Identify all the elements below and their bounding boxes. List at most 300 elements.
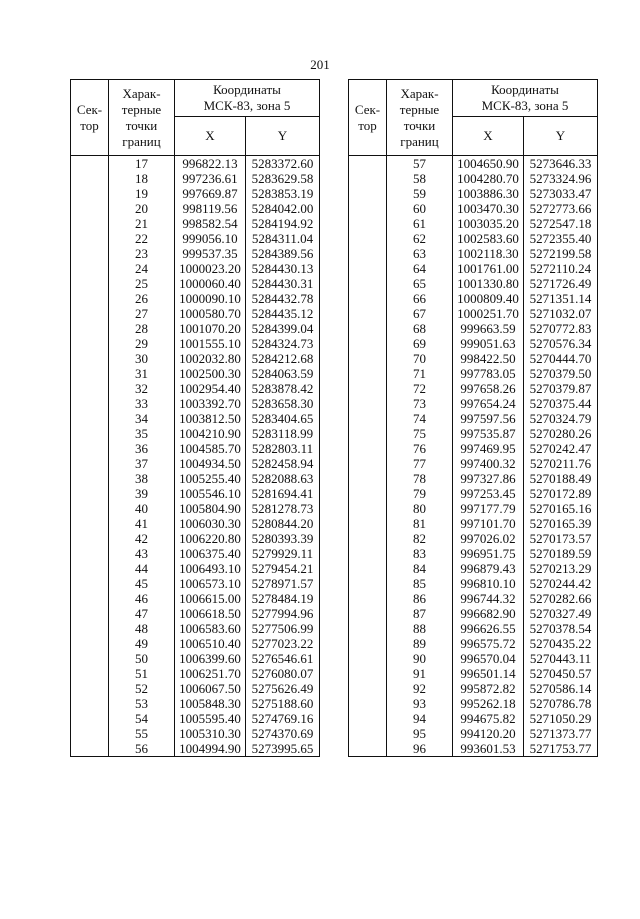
left-table-body — [71, 156, 320, 757]
point-number-cell: 88 — [387, 621, 453, 636]
y-coordinate-cell: 5271373.77 — [524, 726, 598, 741]
header-y: Y — [524, 117, 598, 156]
point-number-cell: 91 — [387, 666, 453, 681]
y-coordinate-cell: 5284435.12 — [246, 306, 320, 321]
y-coordinate-cell: 5281278.73 — [246, 501, 320, 516]
point-number-cell: 19 — [109, 186, 175, 201]
table-row — [349, 636, 598, 651]
table-row — [349, 696, 598, 711]
table-row — [349, 321, 598, 336]
sector-cell — [71, 186, 109, 201]
y-coordinate-cell: 5282803.11 — [246, 441, 320, 456]
x-coordinate-cell: 1005848.30 — [175, 696, 246, 711]
table-row — [349, 426, 598, 441]
y-coordinate-cell: 5284042.00 — [246, 201, 320, 216]
y-coordinate-cell: 5278484.19 — [246, 591, 320, 606]
table-row — [71, 741, 320, 757]
x-coordinate-cell: 1004210.90 — [175, 426, 246, 441]
point-number-cell: 37 — [109, 456, 175, 471]
table-row — [349, 516, 598, 531]
y-coordinate-cell: 5284324.73 — [246, 336, 320, 351]
x-coordinate-cell: 994675.82 — [453, 711, 524, 726]
y-coordinate-cell: 5283853.19 — [246, 186, 320, 201]
point-number-cell: 58 — [387, 171, 453, 186]
y-coordinate-cell: 5279929.11 — [246, 546, 320, 561]
table-row — [71, 351, 320, 366]
x-coordinate-cell: 996575.72 — [453, 636, 524, 651]
point-number-cell: 18 — [109, 171, 175, 186]
table-row — [71, 291, 320, 306]
x-coordinate-cell: 1000023.20 — [175, 261, 246, 276]
x-coordinate-cell: 1005546.10 — [175, 486, 246, 501]
x-coordinate-cell: 1006615.00 — [175, 591, 246, 606]
y-coordinate-cell: 5270324.79 — [524, 411, 598, 426]
table-row — [71, 201, 320, 216]
sector-cell — [349, 366, 387, 381]
table-row — [349, 366, 598, 381]
y-coordinate-cell: 5270327.49 — [524, 606, 598, 621]
sector-cell — [349, 591, 387, 606]
coordinates-table-right — [348, 79, 598, 757]
table-row — [71, 456, 320, 471]
sector-cell — [349, 576, 387, 591]
x-coordinate-cell: 999051.63 — [453, 336, 524, 351]
point-number-cell: 27 — [109, 306, 175, 321]
x-coordinate-cell: 995872.82 — [453, 681, 524, 696]
y-coordinate-cell: 5280844.20 — [246, 516, 320, 531]
sector-cell — [349, 561, 387, 576]
sector-cell — [71, 411, 109, 426]
point-number-cell: 29 — [109, 336, 175, 351]
header-y: Y — [246, 117, 320, 156]
x-coordinate-cell: 1003035.20 — [453, 216, 524, 231]
sector-cell — [71, 501, 109, 516]
y-coordinate-cell: 5270244.42 — [524, 576, 598, 591]
point-number-cell: 61 — [387, 216, 453, 231]
x-coordinate-cell: 994120.20 — [453, 726, 524, 741]
sector-cell — [349, 501, 387, 516]
table-row — [71, 306, 320, 321]
sector-cell — [349, 621, 387, 636]
sector-cell — [71, 576, 109, 591]
table-row — [71, 411, 320, 426]
y-coordinate-cell: 5279454.21 — [246, 561, 320, 576]
table-row — [349, 546, 598, 561]
sector-cell — [349, 531, 387, 546]
y-coordinate-cell: 5271753.77 — [524, 741, 598, 757]
table-row — [71, 276, 320, 291]
x-coordinate-cell: 1006067.50 — [175, 681, 246, 696]
x-coordinate-cell: 1004585.70 — [175, 441, 246, 456]
point-number-cell: 49 — [109, 636, 175, 651]
header-coordinates: Координаты МСК-83, зона 5 — [175, 80, 320, 117]
y-coordinate-cell: 5270772.83 — [524, 321, 598, 336]
x-coordinate-cell: 1003470.30 — [453, 201, 524, 216]
y-coordinate-cell: 5284063.59 — [246, 366, 320, 381]
y-coordinate-cell: 5270188.49 — [524, 471, 598, 486]
point-number-cell: 36 — [109, 441, 175, 456]
y-coordinate-cell: 5284430.13 — [246, 261, 320, 276]
y-coordinate-cell: 5283629.58 — [246, 171, 320, 186]
point-number-cell: 71 — [387, 366, 453, 381]
x-coordinate-cell: 1005595.40 — [175, 711, 246, 726]
y-coordinate-cell: 5276546.61 — [246, 651, 320, 666]
y-coordinate-cell: 5272547.18 — [524, 216, 598, 231]
sector-cell — [71, 711, 109, 726]
table-row — [349, 231, 598, 246]
x-coordinate-cell: 996626.55 — [453, 621, 524, 636]
point-number-cell: 94 — [387, 711, 453, 726]
y-coordinate-cell: 5272355.40 — [524, 231, 598, 246]
y-coordinate-cell: 5270282.66 — [524, 591, 598, 606]
y-coordinate-cell: 5270280.26 — [524, 426, 598, 441]
x-coordinate-cell: 997597.56 — [453, 411, 524, 426]
table-row — [349, 591, 598, 606]
x-coordinate-cell: 1000809.40 — [453, 291, 524, 306]
point-number-cell: 34 — [109, 411, 175, 426]
point-number-cell: 42 — [109, 531, 175, 546]
y-coordinate-cell: 5277506.99 — [246, 621, 320, 636]
y-coordinate-cell: 5270586.14 — [524, 681, 598, 696]
x-coordinate-cell: 1006399.60 — [175, 651, 246, 666]
point-number-cell: 25 — [109, 276, 175, 291]
coordinates-table-left — [70, 79, 320, 757]
sector-cell — [349, 441, 387, 456]
x-coordinate-cell: 1006510.40 — [175, 636, 246, 651]
y-coordinate-cell: 5281694.41 — [246, 486, 320, 501]
table-row — [71, 336, 320, 351]
table-row — [71, 501, 320, 516]
sector-cell — [71, 171, 109, 186]
table-row — [349, 351, 598, 366]
sector-cell — [71, 306, 109, 321]
point-number-cell: 80 — [387, 501, 453, 516]
table-row — [71, 171, 320, 186]
y-coordinate-cell: 5284432.78 — [246, 291, 320, 306]
sector-cell — [349, 276, 387, 291]
sector-cell — [349, 321, 387, 336]
y-coordinate-cell: 5271726.49 — [524, 276, 598, 291]
table-row — [71, 591, 320, 606]
point-number-cell: 40 — [109, 501, 175, 516]
x-coordinate-cell: 1005255.40 — [175, 471, 246, 486]
x-coordinate-cell: 997026.02 — [453, 531, 524, 546]
table-row — [71, 516, 320, 531]
sector-cell — [349, 351, 387, 366]
sector-cell — [349, 651, 387, 666]
table-row — [349, 411, 598, 426]
x-coordinate-cell: 1000090.10 — [175, 291, 246, 306]
point-number-cell: 66 — [387, 291, 453, 306]
y-coordinate-cell: 5270379.50 — [524, 366, 598, 381]
point-number-cell: 33 — [109, 396, 175, 411]
y-coordinate-cell: 5274370.69 — [246, 726, 320, 741]
point-number-cell: 78 — [387, 471, 453, 486]
right-table-body — [349, 156, 598, 757]
sector-cell — [71, 441, 109, 456]
x-coordinate-cell: 1004650.90 — [453, 156, 524, 172]
y-coordinate-cell: 5274769.16 — [246, 711, 320, 726]
y-coordinate-cell: 5283658.30 — [246, 396, 320, 411]
table-row — [71, 321, 320, 336]
point-number-cell: 23 — [109, 246, 175, 261]
sector-cell — [71, 156, 109, 172]
y-coordinate-cell: 5270435.22 — [524, 636, 598, 651]
x-coordinate-cell: 995262.18 — [453, 696, 524, 711]
y-coordinate-cell: 5283118.99 — [246, 426, 320, 441]
sector-cell — [349, 201, 387, 216]
table-row — [349, 156, 598, 172]
point-number-cell: 51 — [109, 666, 175, 681]
sector-cell — [349, 711, 387, 726]
y-coordinate-cell: 5270242.47 — [524, 441, 598, 456]
sector-cell — [349, 741, 387, 757]
y-coordinate-cell: 5277994.96 — [246, 606, 320, 621]
sector-cell — [349, 666, 387, 681]
sector-cell — [349, 726, 387, 741]
table-row — [71, 651, 320, 666]
sector-cell — [71, 246, 109, 261]
point-number-cell: 21 — [109, 216, 175, 231]
table-row — [71, 156, 320, 172]
point-number-cell: 26 — [109, 291, 175, 306]
point-number-cell: 53 — [109, 696, 175, 711]
sector-cell — [71, 291, 109, 306]
point-number-cell: 31 — [109, 366, 175, 381]
sector-cell — [349, 456, 387, 471]
y-coordinate-cell: 5270576.34 — [524, 336, 598, 351]
point-number-cell: 60 — [387, 201, 453, 216]
x-coordinate-cell: 1001330.80 — [453, 276, 524, 291]
sector-cell — [71, 426, 109, 441]
y-coordinate-cell: 5271032.07 — [524, 306, 598, 321]
x-coordinate-cell: 1002500.30 — [175, 366, 246, 381]
sector-cell — [71, 456, 109, 471]
y-coordinate-cell: 5282458.94 — [246, 456, 320, 471]
sector-cell — [71, 726, 109, 741]
header-sector: Сек- тор — [349, 80, 387, 156]
x-coordinate-cell: 1003812.50 — [175, 411, 246, 426]
sector-cell — [71, 381, 109, 396]
table-row — [349, 576, 598, 591]
y-coordinate-cell: 5273033.47 — [524, 186, 598, 201]
x-coordinate-cell: 1000251.70 — [453, 306, 524, 321]
table-row — [71, 726, 320, 741]
point-number-cell: 81 — [387, 516, 453, 531]
point-number-cell: 92 — [387, 681, 453, 696]
header-coordinates: Координаты МСК-83, зона 5 — [453, 80, 598, 117]
point-number-cell: 64 — [387, 261, 453, 276]
point-number-cell: 83 — [387, 546, 453, 561]
sector-cell — [71, 201, 109, 216]
y-coordinate-cell: 5272110.24 — [524, 261, 598, 276]
sector-cell — [349, 261, 387, 276]
point-number-cell: 79 — [387, 486, 453, 501]
x-coordinate-cell: 1006618.50 — [175, 606, 246, 621]
x-coordinate-cell: 1001761.00 — [453, 261, 524, 276]
x-coordinate-cell: 996570.04 — [453, 651, 524, 666]
y-coordinate-cell: 5283372.60 — [246, 156, 320, 172]
y-coordinate-cell: 5270379.87 — [524, 381, 598, 396]
point-number-cell: 75 — [387, 426, 453, 441]
header-sector: Сек- тор — [71, 80, 109, 156]
sector-cell — [71, 636, 109, 651]
sector-cell — [71, 621, 109, 636]
table-row — [349, 651, 598, 666]
sector-cell — [349, 396, 387, 411]
point-number-cell: 69 — [387, 336, 453, 351]
point-number-cell: 96 — [387, 741, 453, 757]
y-coordinate-cell: 5278971.57 — [246, 576, 320, 591]
table-row — [71, 561, 320, 576]
sector-cell — [71, 741, 109, 757]
y-coordinate-cell: 5270450.57 — [524, 666, 598, 681]
point-number-cell: 28 — [109, 321, 175, 336]
table-row — [349, 276, 598, 291]
sector-cell — [71, 321, 109, 336]
table-row — [71, 366, 320, 381]
header-x: X — [175, 117, 246, 156]
point-number-cell: 87 — [387, 606, 453, 621]
point-number-cell: 48 — [109, 621, 175, 636]
y-coordinate-cell: 5270375.44 — [524, 396, 598, 411]
table-row — [349, 606, 598, 621]
y-coordinate-cell: 5270189.59 — [524, 546, 598, 561]
page-number: 201 — [310, 57, 330, 72]
point-number-cell: 95 — [387, 726, 453, 741]
table-row — [71, 216, 320, 231]
y-coordinate-cell: 5282088.63 — [246, 471, 320, 486]
x-coordinate-cell: 997177.79 — [453, 501, 524, 516]
y-coordinate-cell: 5284311.04 — [246, 231, 320, 246]
y-coordinate-cell: 5270443.11 — [524, 651, 598, 666]
x-coordinate-cell: 998582.54 — [175, 216, 246, 231]
table-row — [71, 261, 320, 276]
x-coordinate-cell: 1006375.40 — [175, 546, 246, 561]
point-number-cell: 59 — [387, 186, 453, 201]
y-coordinate-cell: 5284194.92 — [246, 216, 320, 231]
y-coordinate-cell: 5270444.70 — [524, 351, 598, 366]
sector-cell — [71, 471, 109, 486]
table-row — [71, 696, 320, 711]
point-number-cell: 22 — [109, 231, 175, 246]
sector-cell — [349, 156, 387, 172]
table-row — [349, 261, 598, 276]
table-row — [71, 711, 320, 726]
point-number-cell: 74 — [387, 411, 453, 426]
table-row — [71, 471, 320, 486]
x-coordinate-cell: 1002583.60 — [453, 231, 524, 246]
point-number-cell: 93 — [387, 696, 453, 711]
sector-cell — [349, 606, 387, 621]
y-coordinate-cell: 5273995.65 — [246, 741, 320, 757]
y-coordinate-cell: 5284430.31 — [246, 276, 320, 291]
x-coordinate-cell: 997669.87 — [175, 186, 246, 201]
x-coordinate-cell: 1006493.10 — [175, 561, 246, 576]
table-row — [71, 621, 320, 636]
point-number-cell: 54 — [109, 711, 175, 726]
x-coordinate-cell: 997400.32 — [453, 456, 524, 471]
x-coordinate-cell: 996879.43 — [453, 561, 524, 576]
sector-cell — [71, 591, 109, 606]
x-coordinate-cell: 1006583.60 — [175, 621, 246, 636]
x-coordinate-cell: 1001070.20 — [175, 321, 246, 336]
y-coordinate-cell: 5275188.60 — [246, 696, 320, 711]
y-coordinate-cell: 5280393.39 — [246, 531, 320, 546]
x-coordinate-cell: 1006030.30 — [175, 516, 246, 531]
y-coordinate-cell: 5270213.29 — [524, 561, 598, 576]
y-coordinate-cell: 5270173.57 — [524, 531, 598, 546]
table-row — [349, 291, 598, 306]
point-number-cell: 67 — [387, 306, 453, 321]
point-number-cell: 24 — [109, 261, 175, 276]
header-x: X — [453, 117, 524, 156]
x-coordinate-cell: 996501.14 — [453, 666, 524, 681]
sector-cell — [349, 306, 387, 321]
point-number-cell: 90 — [387, 651, 453, 666]
table-row — [71, 381, 320, 396]
sector-cell — [349, 216, 387, 231]
sector-cell — [71, 666, 109, 681]
sector-cell — [349, 696, 387, 711]
table-row — [71, 606, 320, 621]
point-number-cell: 20 — [109, 201, 175, 216]
x-coordinate-cell: 999537.35 — [175, 246, 246, 261]
sector-cell — [71, 651, 109, 666]
x-coordinate-cell: 996744.32 — [453, 591, 524, 606]
sector-cell — [349, 231, 387, 246]
x-coordinate-cell: 999056.10 — [175, 231, 246, 246]
x-coordinate-cell: 996951.75 — [453, 546, 524, 561]
point-number-cell: 44 — [109, 561, 175, 576]
table-row — [349, 741, 598, 757]
y-coordinate-cell: 5284389.56 — [246, 246, 320, 261]
sector-cell — [71, 366, 109, 381]
y-coordinate-cell: 5270786.78 — [524, 696, 598, 711]
y-coordinate-cell: 5276080.07 — [246, 666, 320, 681]
table-row — [349, 246, 598, 261]
y-coordinate-cell: 5283404.65 — [246, 411, 320, 426]
point-number-cell: 76 — [387, 441, 453, 456]
header-points: Харак- терные точки границ — [387, 80, 453, 156]
point-number-cell: 46 — [109, 591, 175, 606]
x-coordinate-cell: 997535.87 — [453, 426, 524, 441]
x-coordinate-cell: 1004934.50 — [175, 456, 246, 471]
y-coordinate-cell: 5270165.39 — [524, 516, 598, 531]
x-coordinate-cell: 997658.26 — [453, 381, 524, 396]
point-number-cell: 57 — [387, 156, 453, 172]
table-row — [349, 216, 598, 231]
sector-cell — [349, 291, 387, 306]
sector-cell — [349, 171, 387, 186]
point-number-cell: 32 — [109, 381, 175, 396]
point-number-cell: 65 — [387, 276, 453, 291]
point-number-cell: 39 — [109, 486, 175, 501]
table-row — [71, 396, 320, 411]
table-row — [71, 681, 320, 696]
y-coordinate-cell: 5272773.66 — [524, 201, 598, 216]
x-coordinate-cell: 1002032.80 — [175, 351, 246, 366]
point-number-cell: 55 — [109, 726, 175, 741]
x-coordinate-cell: 1006220.80 — [175, 531, 246, 546]
table-row — [349, 681, 598, 696]
point-number-cell: 77 — [387, 456, 453, 471]
table-row — [71, 576, 320, 591]
table-row — [349, 486, 598, 501]
sector-cell — [349, 486, 387, 501]
x-coordinate-cell: 1006251.70 — [175, 666, 246, 681]
sector-cell — [349, 411, 387, 426]
